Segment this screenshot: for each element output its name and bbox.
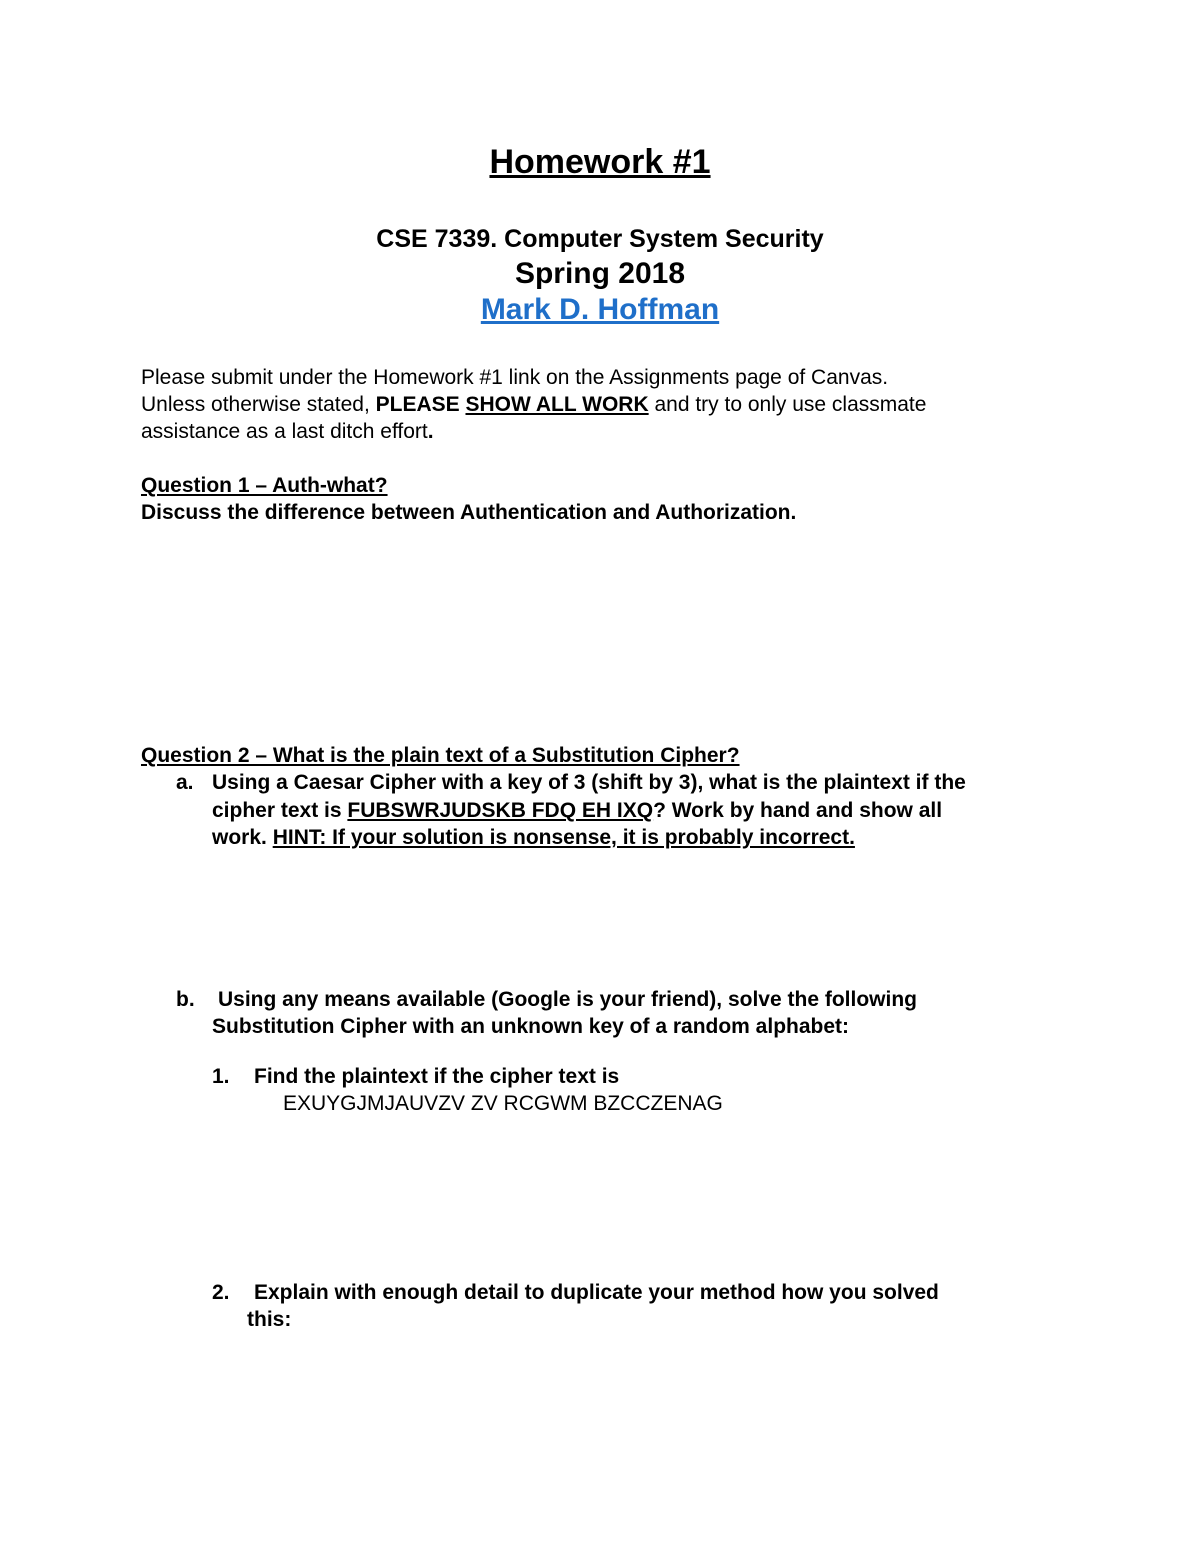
item-2-line-2: this:	[247, 1308, 292, 1331]
part-a-line-1: Using a Caesar Cipher with a key of 3 (shift by 3), what is the plaintext if the	[212, 771, 966, 794]
part-a-line-2-pre: cipher text is	[212, 799, 348, 822]
show-all-work-emphasis: SHOW ALL WORK	[465, 393, 649, 416]
question-1-heading: Question 1 – Auth-what?	[141, 474, 388, 497]
page-title: Homework #1	[489, 143, 711, 181]
course-name: CSE 7339. Computer System Security	[376, 225, 824, 253]
part-a-line-2-post: ? Work by hand and show all	[653, 799, 943, 822]
intro-line-3	[141, 418, 434, 445]
part-a-line-3-pre: work.	[212, 826, 273, 849]
item-1-marker: 1.	[212, 1065, 230, 1088]
please-emphasis: PLEASE	[375, 393, 460, 416]
term: Spring 2018	[514, 257, 686, 290]
item-2-line-1: Explain with enough detail to duplicate your method how you solved	[254, 1281, 939, 1304]
intro-line-1: Please submit under the Homework #1 link on the Assignments page of Canvas.	[141, 366, 889, 389]
intro-line-2-post: and try to only use classmate	[648, 393, 927, 416]
part-b-line-2: Substitution Cipher with an unknown key of a random alphabet:	[212, 1015, 850, 1038]
instructor-link[interactable]: Mark D. Hoffman	[480, 293, 720, 326]
item-1-text: Find the plaintext if the cipher text is	[254, 1065, 620, 1088]
part-a-line-2	[212, 797, 942, 824]
intro-line-3-period: .	[427, 420, 434, 443]
intro-line-2	[141, 391, 926, 418]
item-2-marker: 2.	[212, 1281, 230, 1304]
hint-text: HINT: If your solution is nonsense, it is probably incorrect.	[272, 826, 855, 849]
caesar-cipher-text: FUBSWRJUDSKB FDQ EH IXQ	[347, 799, 654, 822]
intro-line-3-text: assistance as a last ditch effort	[141, 420, 428, 443]
intro-line-2-pre: Unless otherwise stated,	[141, 393, 376, 416]
question-1-prompt: Discuss the difference between Authentication and Authorization.	[141, 501, 797, 524]
part-b-line-1: Using any means available (Google is your friend), solve the following	[218, 988, 917, 1011]
part-a-marker: a.	[176, 771, 194, 794]
part-a-line-3	[212, 824, 855, 851]
substitution-cipher-text: EXUYGJMJAUVZV ZV RCGWM BZCCZENAG	[283, 1092, 723, 1115]
question-2-heading: Question 2 – What is the plain text of a Substitution Cipher?	[141, 744, 740, 767]
part-b-marker: b.	[176, 988, 195, 1011]
